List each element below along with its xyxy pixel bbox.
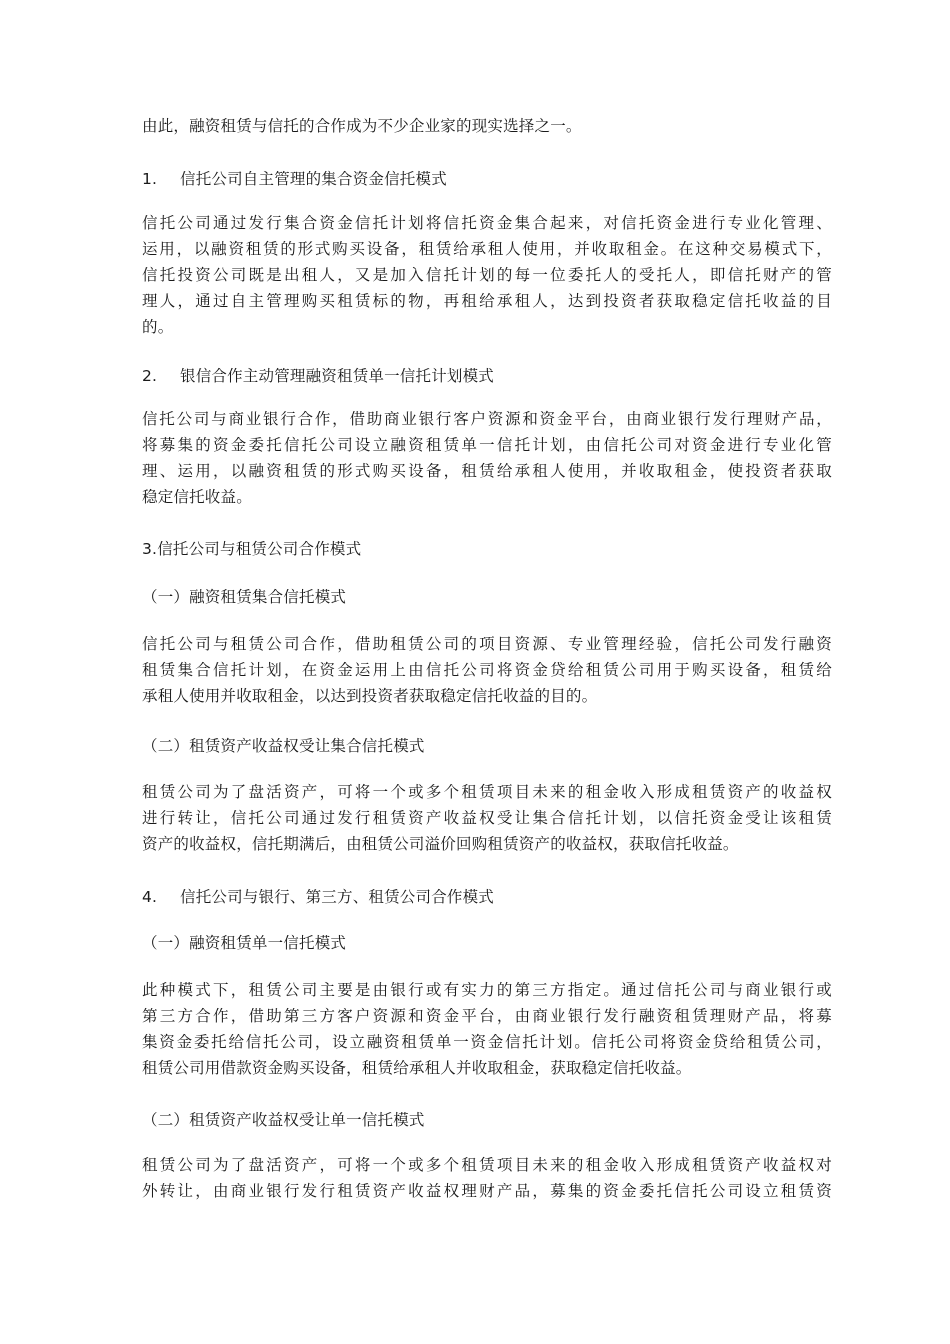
paragraph-line: 信托公司与商业银行合作，借助商业银行客户资源和资金平台，由商业银行发行理财产品， [142, 410, 832, 428]
subheading-4a: （一）融资租赁单一信托模式 [142, 934, 347, 952]
paragraph-line: 租赁集合信托计划，在资金运用上由信托公司将资金贷给租赁公司用于购买设备，租赁给 [142, 661, 832, 679]
paragraph-line: 租赁公司用借款资金购买设备，租赁给承租人并收取租金，获取稳定信托收益。 [142, 1059, 692, 1077]
heading-4 [142, 884, 494, 910]
heading-2-text: 银信合作主动管理融资租赁单一信托计划模式 [180, 367, 495, 385]
paragraph-line: 租赁公司为了盘活资产，可将一个或多个租赁项目未来的租金收入形成租赁资产收益权对 [142, 1156, 832, 1174]
paragraph-line: 信托投资公司既是出租人，又是加入信托计划的每一位委托人的受托人，即信托财产的管 [142, 266, 832, 284]
heading-1-number: 1. [142, 170, 158, 188]
heading-1 [142, 166, 447, 192]
paragraph-3a [142, 631, 832, 709]
paragraph-line: 租赁公司为了盘活资产，可将一个或多个租赁项目未来的租金收入形成租赁资产的收益权 [142, 783, 832, 801]
heading-1-text: 信托公司自主管理的集合资金信托模式 [180, 170, 447, 188]
paragraph-line: 资产的收益权，信托期满后，由租赁公司溢价回购租赁资产的收益权，获取信托收益。 [142, 835, 739, 853]
subheading-3b: （二）租赁资产收益权受让集合信托模式 [142, 737, 425, 755]
paragraph-2 [142, 406, 832, 510]
subheading-3a: （一）融资租赁集合信托模式 [142, 588, 347, 606]
paragraph-line: 理人，通过自主管理购买租赁标的物，再租给承租人，达到投资者获取稳定信托收益的目 [142, 292, 832, 310]
intro-paragraph: 由此，融资租赁与信托的合作成为不少企业家的现实选择之一。 [142, 117, 582, 135]
paragraph-line: 信托公司与租赁公司合作，借助租赁公司的项目资源、专业管理经验，信托公司发行融资 [142, 635, 832, 653]
heading-2-number: 2. [142, 367, 158, 385]
paragraph-line: 的。 [142, 318, 174, 336]
paragraph-line: 信托公司通过发行集合资金信托计划将信托资金集合起来，对信托资金进行专业化管理、 [142, 214, 832, 232]
heading-3: 3.信托公司与租赁公司合作模式 [142, 540, 362, 558]
paragraph-line: 第三方合作，借助第三方客户资源和资金平台，由商业银行发行融资租赁理财产品，将募 [142, 1007, 832, 1025]
paragraph-4a [142, 977, 832, 1081]
subheading-4b: （二）租赁资产收益权受让单一信托模式 [142, 1111, 425, 1129]
heading-4-text: 信托公司与银行、第三方、租赁公司合作模式 [180, 888, 495, 906]
paragraph-line: 此种模式下，租赁公司主要是由银行或有实力的第三方指定。通过信托公司与商业银行或 [142, 981, 832, 999]
paragraph-line: 进行转让，信托公司通过发行租赁资产收益权受让集合信托计划，以信托资金受让该租赁 [142, 809, 832, 827]
paragraph-line: 将募集的资金委托信托公司设立融资租赁单一信托计划，由信托公司对资金进行专业化管 [142, 436, 832, 454]
paragraph-line: 理、运用，以融资租赁的形式购买设备，租赁给承租人使用，并收取租金，使投资者获取 [142, 462, 832, 480]
heading-2 [142, 363, 494, 389]
paragraph-4b [142, 1152, 832, 1204]
paragraph-line: 承租人使用并收取租金，以达到投资者获取稳定信托收益的目的。 [142, 687, 598, 705]
paragraph-line: 运用，以融资租赁的形式购买设备，租赁给承租人使用，并收取租金。在这种交易模式下， [142, 240, 832, 258]
paragraph-line: 集资金委托给信托公司，设立融资租赁单一资金信托计划。信托公司将资金贷给租赁公司， [142, 1033, 832, 1051]
heading-4-number: 4. [142, 888, 158, 906]
paragraph-line: 稳定信托收益。 [142, 488, 252, 506]
paragraph-line: 外转让，由商业银行发行租赁资产收益权理财产品，募集的资金委托信托公司设立租赁资 [142, 1182, 832, 1200]
paragraph-3b [142, 779, 832, 857]
paragraph-1 [142, 210, 832, 340]
